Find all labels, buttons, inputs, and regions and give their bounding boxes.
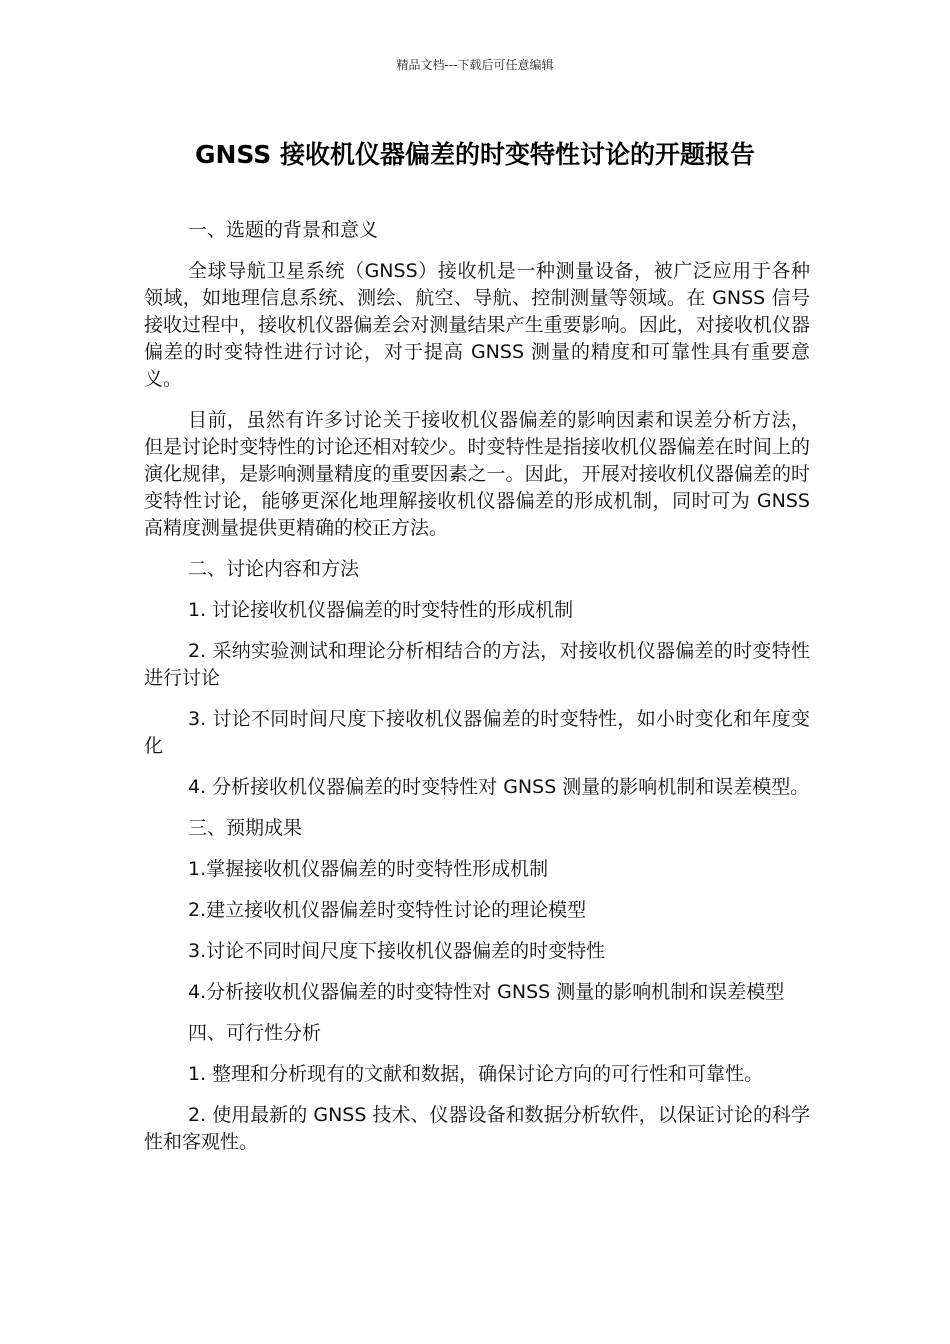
section-heading-methods: 二、讨论内容和方法 (188, 558, 360, 580)
list-item: 2. 使用最新的 GNSS 技术、仪器设备和数据分析软件，以保证讨论的科学性和客观性。 (144, 1104, 810, 1153)
page-header: 精品文档---下载后可任意编辑 (396, 58, 554, 72)
list-item: 1. 整理和分析现有的文献和数据，确保讨论方向的可行性和可靠性。 (188, 1063, 764, 1085)
body-paragraph: 全球导航卫星系统（GNSS）接收机是一种测量设备，被广泛应用于各种领域，如地理信息系统、测绘、航空、导航、控制测量等领域。在 GNSS 信号接收过程中，接收机仪器偏差会对测量结果产生重要影响。因此，对接收机仪器偏差的时变特性进行讨论，对于提高 GNSS 测量的精度和可靠性具有重要意义。 (144, 260, 810, 390)
list-item: 1. 讨论接收机仪器偏差的时变特性的形成机制 (188, 599, 574, 621)
list-item: 3. 讨论不同时间尺度下接收机仪器偏差的时变特性，如小时变化和年度变化 (144, 708, 810, 757)
list-item: 4.分析接收机仪器偏差的时变特性对 GNSS 测量的影响机制和误差模型 (188, 981, 785, 1003)
document-title: GNSS 接收机仪器偏差的时变特性讨论的开题报告 (194, 140, 756, 169)
section-heading-feasibility: 四、可行性分析 (188, 1022, 322, 1044)
body-paragraph: 目前，虽然有许多讨论关于接收机仪器偏差的影响因素和误差分析方法，但是讨论时变特性的讨论还相对较少。时变特性是指接收机仪器偏差在时间上的演化规律，是影响测量精度的重要因素之一。因此，开展对接收机仪器偏差的时变特性讨论，能够更深化地理解接收机仪器偏差的形成机制，同时可为 GNSS 高精度测量提供更精确的校正方法。 (144, 409, 810, 539)
list-item: 2. 采纳实验测试和理论分析相结合的方法，对接收机仪器偏差的时变特性进行讨论 (144, 640, 810, 689)
list-item: 3.讨论不同时间尺度下接收机仪器偏差的时变特性 (188, 940, 606, 962)
section-heading-background: 一、选题的背景和意义 (188, 219, 379, 241)
document-body (144, 217, 810, 1170)
list-item: 4. 分析接收机仪器偏差的时变特性对 GNSS 测量的影响机制和误差模型。 (188, 776, 810, 798)
list-item: 2.建立接收机仪器偏差时变特性讨论的理论模型 (188, 899, 587, 921)
list-item: 1.掌握接收机仪器偏差的时变特性形成机制 (188, 858, 549, 880)
section-heading-outcomes: 三、预期成果 (188, 817, 303, 839)
